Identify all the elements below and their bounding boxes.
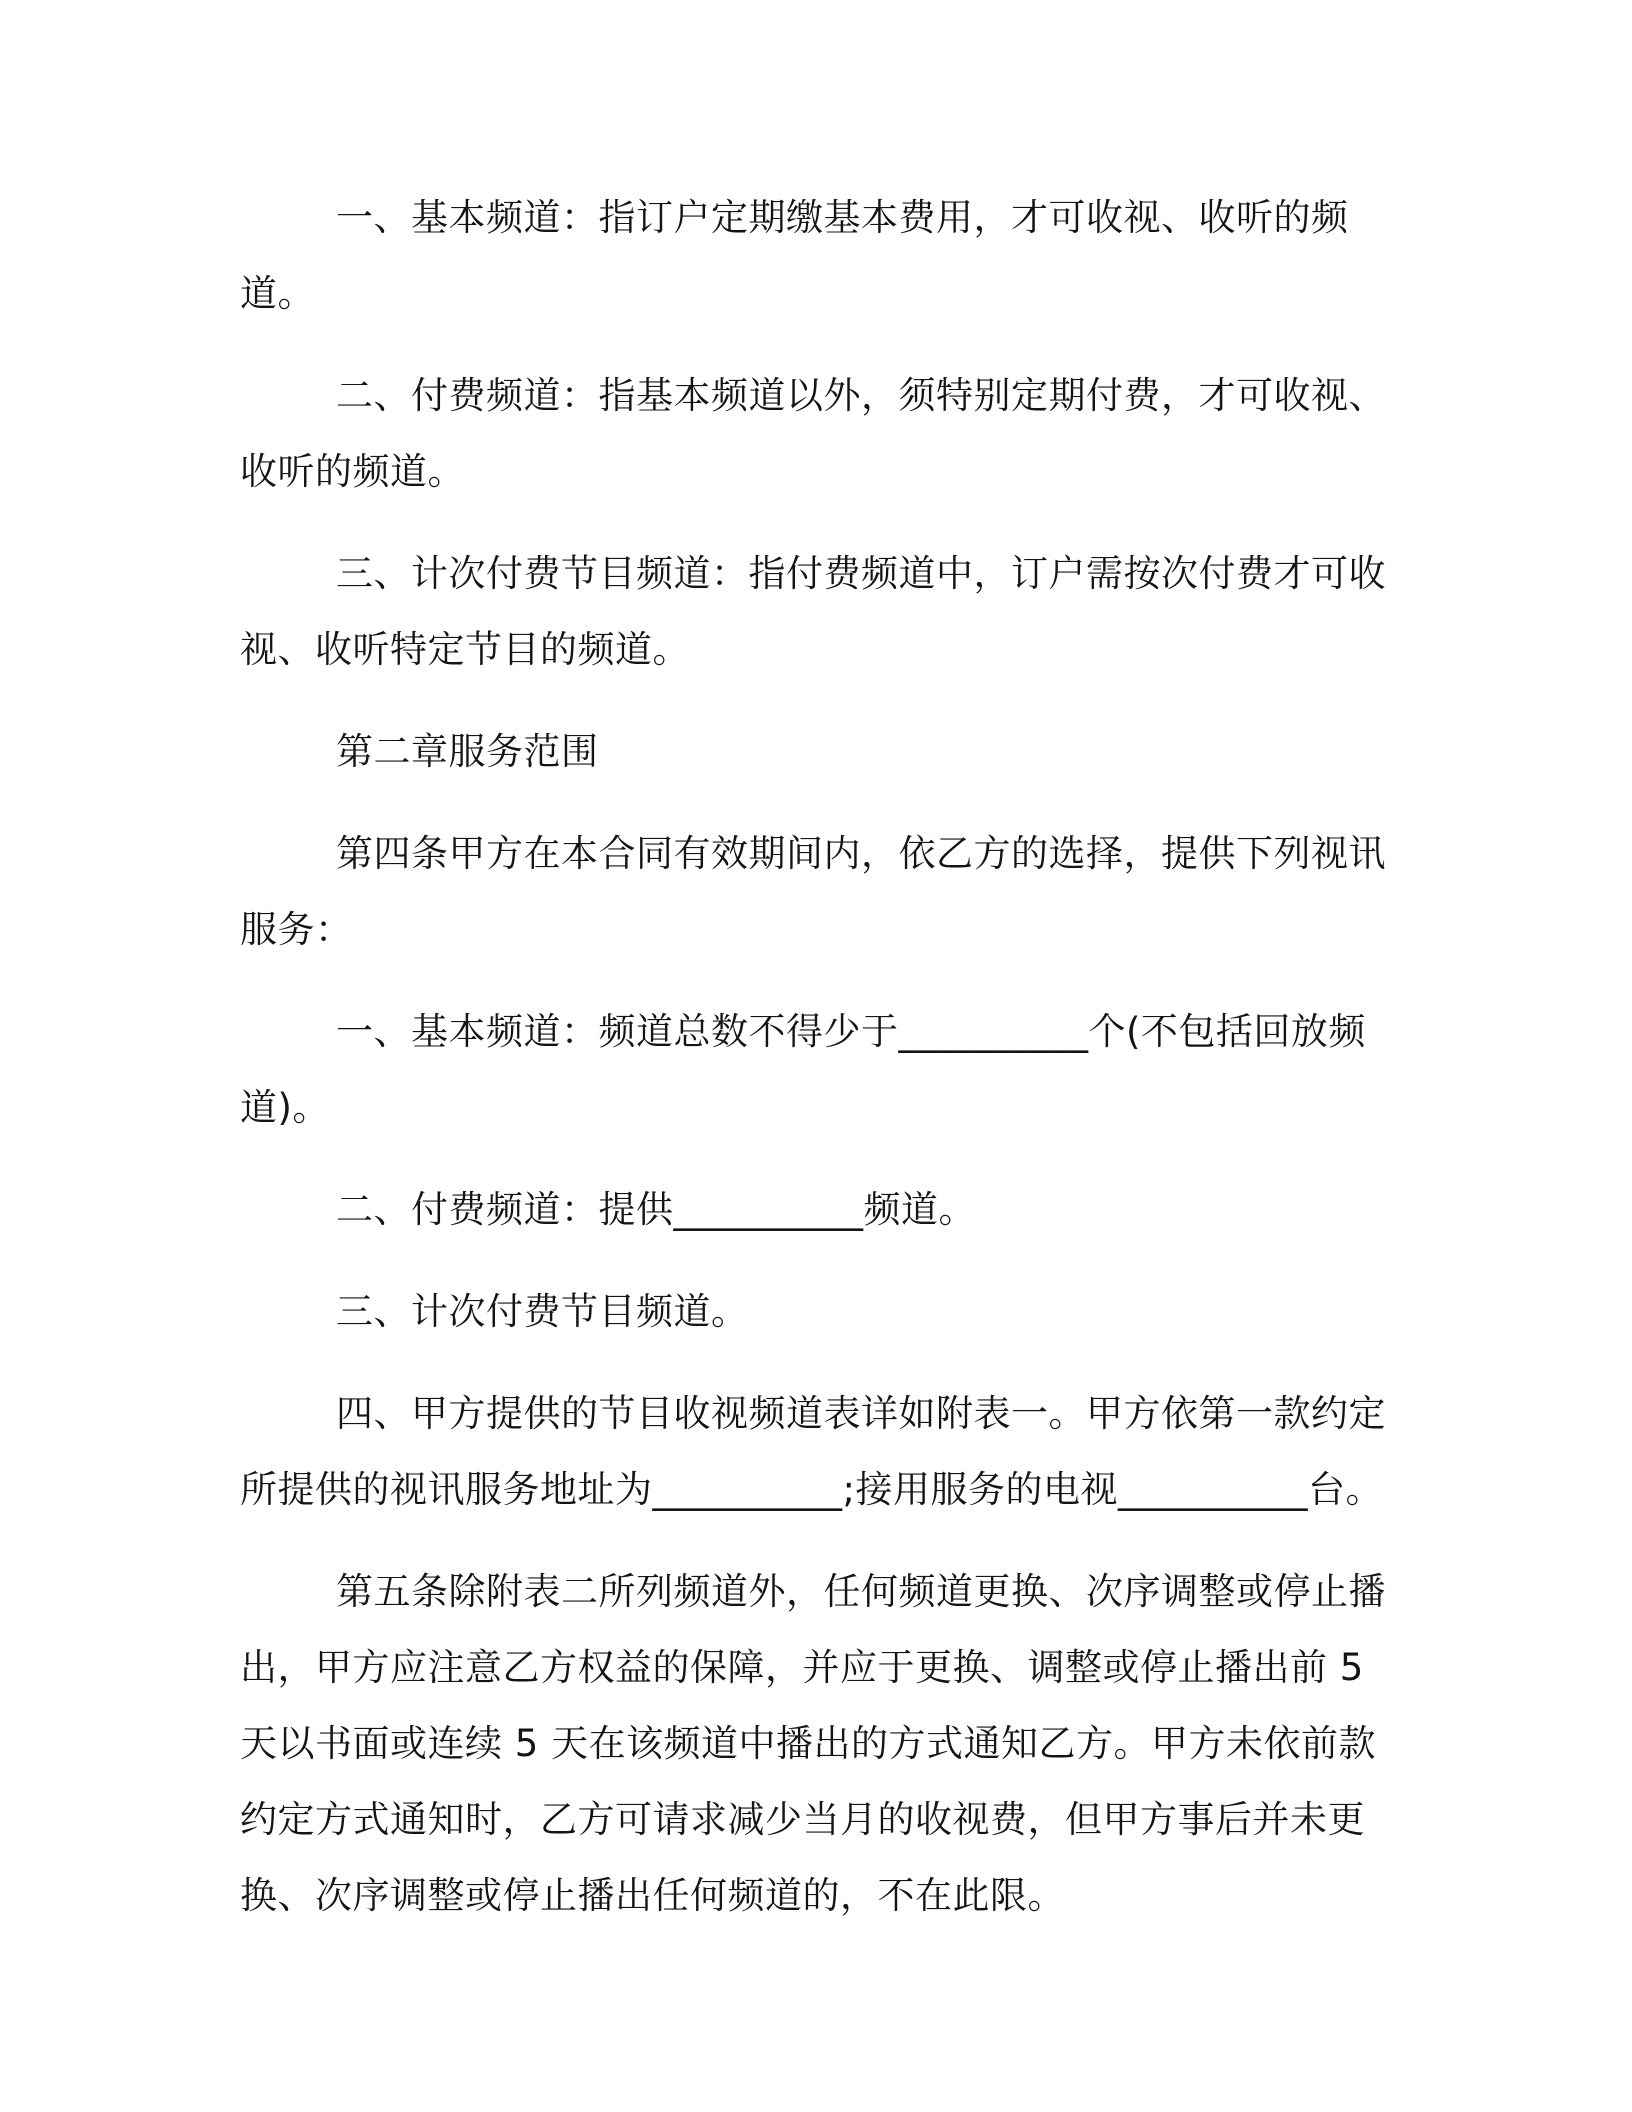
chapter-heading: 第二章服务范围 <box>336 730 599 773</box>
paragraph-basic-channel-definition: 一、基本频道：指订户定期缴基本费用，才可收视、收听的频道。 <box>240 196 1349 315</box>
paragraph-pay-per-view-channel: 三、计次付费节目频道。 <box>336 1290 749 1333</box>
paragraph-paid-channel-definition: 二、付费频道：指基本频道以外，须特别定期付费，才可收视、收听的频道。 <box>240 374 1386 493</box>
paragraph-pay-per-view-definition: 三、计次付费节目频道：指付费频道中，订户需按次付费才可收视、收听特定节目的频道。 <box>240 552 1386 671</box>
paragraph-article-4: 第四条甲方在本合同有效期间内，依乙方的选择，提供下列视讯服务： <box>240 832 1386 951</box>
paragraph-channel-schedule: 四、甲方提供的节目收视频道表详如附表一。甲方依第一款约定所提供的视讯服务地址为__________;接用服务的电视__________台。 <box>240 1392 1386 1511</box>
paragraph-article-5: 第五条除附表二所列频道外，任何频道更换、次序调整或停止播出，甲方应注意乙方权益的保障，并应于更换、调整或停止播出前 5 天以书面或连续 5 天在该频道中播出的方式通知乙方。甲方未依前款约定方式通知时，乙方可请求减少当月的收视费，但甲方事后并未更换、次序调整或停止播出任何频道的，不在此限。 <box>240 1570 1386 1917</box>
document-body <box>240 180 1388 1960</box>
paragraph-basic-channel-count: 一、基本频道：频道总数不得少于__________个(不包括回放频道)。 <box>240 1010 1366 1129</box>
paragraph-paid-channel-count: 二、付费频道：提供__________频道。 <box>336 1188 976 1231</box>
